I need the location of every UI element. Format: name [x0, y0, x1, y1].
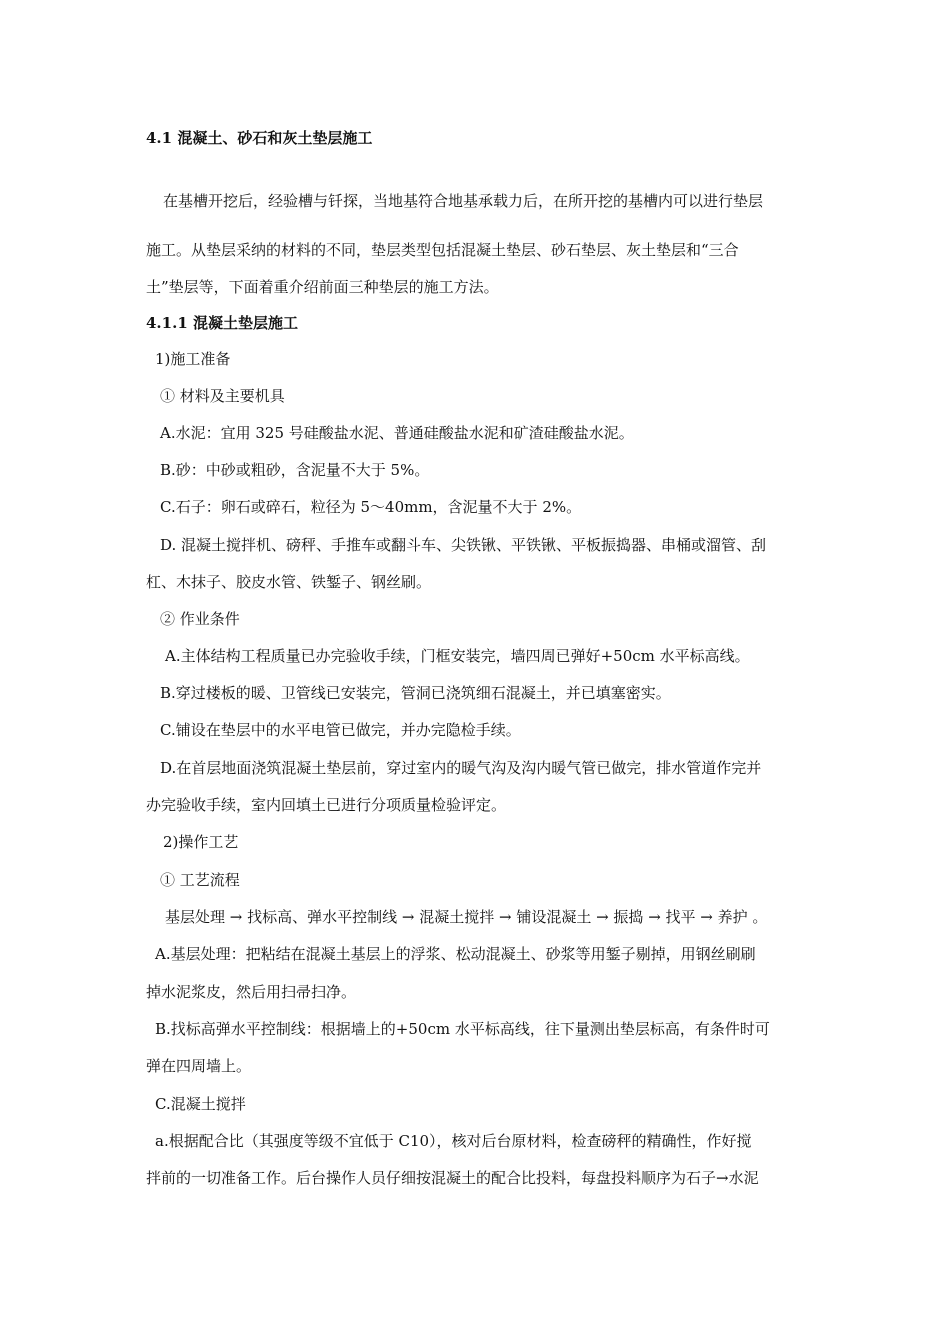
- condition-item-a: A.主体结构工程质量已办完验收手续，门框安装完，墙四周已弹好+50cm 水平标高线。: [165, 647, 750, 665]
- section-heading-4-1: 4.1 混凝土、砂石和灰土垫层施工: [146, 129, 373, 147]
- step-c-a-line-2: 拌前的一切准备工作。后台操作人员仔细按混凝土的配合比投料，每盘投料顺序为石子→水泥: [146, 1169, 759, 1187]
- condition-item-b: B.穿过楼板的暖、卫管线已安装完，管洞已浇筑细石混凝土，并已填塞密实。: [160, 684, 671, 702]
- step-b-line-2: 弹在四周墙上。: [146, 1057, 252, 1075]
- materials-title: ① 材料及主要机具: [160, 387, 285, 405]
- intro-paragraph-line-3: 土”垫层等，下面着重介绍前面三种垫层的施工方法。: [146, 278, 499, 296]
- intro-paragraph-line-1: 在基槽开挖后，经验槽与钎探，当地基符合地基承载力后，在所开挖的基槽内可以进行垫层: [163, 192, 764, 210]
- condition-item-d-line-1: D.在首层地面浇筑混凝土垫层前，穿过室内的暖气沟及沟内暖气管已做完，排水管道作完并: [160, 759, 762, 777]
- step-a-line-1: A.基层处理：把粘结在混凝土基层上的浮浆、松动混凝土、砂浆等用錾子剔掉，用钢丝刷刷: [155, 945, 756, 963]
- flow-title: ① 工艺流程: [160, 871, 240, 889]
- condition-item-c: C.铺设在垫层中的水平电管已做完，并办完隐检手续。: [160, 721, 521, 739]
- step-c-a-line-1: a.根据配合比（其强度等级不宜低于 C10），核对后台原材料，检查磅秤的精确性，作好搅: [155, 1132, 752, 1150]
- condition-item-d-line-2: 办完验收手续，室内回填土已进行分项质量检验评定。: [146, 796, 507, 814]
- process-flow: 基层处理 → 找标高、弹水平控制线 → 混凝土搅拌 → 铺设混凝土 → 振捣 → 找平 → 养护 。: [165, 908, 768, 926]
- step-b-line-1: B.找标高弹水平控制线：根据墙上的+50cm 水平标高线，往下量测出垫层标高，有条件时可: [155, 1020, 770, 1038]
- process-title: 2)操作工艺: [163, 833, 239, 851]
- material-item-a: A.水泥：宜用 325 号硅酸盐水泥、普通硅酸盐水泥和矿渣硅酸盐水泥。: [160, 424, 634, 442]
- material-item-d-line-1: D. 混凝土搅拌机、磅秤、手推车或翻斗车、尖铁锹、平铁锹、平板振捣器、串桶或溜管、刮: [160, 536, 767, 554]
- material-item-d-line-2: 杠、木抹子、胶皮水管、铁錾子、钢丝刷。: [146, 573, 432, 591]
- section-heading-4-1-1: 4.1.1 混凝土垫层施工: [146, 314, 298, 332]
- step-c-title: C.混凝土搅拌: [155, 1095, 246, 1113]
- step-a-line-2: 掉水泥浆皮，然后用扫帚扫净。: [146, 983, 357, 1001]
- material-item-c: C.石子：卵石或碎石，粒径为 5～40mm，含泥量不大于 2%。: [160, 498, 582, 516]
- prep-title: 1)施工准备: [155, 350, 231, 368]
- intro-paragraph-line-2: 施工。从垫层采纳的材料的不同，垫层类型包括混凝土垫层、砂石垫层、灰土垫层和“三合: [146, 241, 739, 259]
- conditions-title: ② 作业条件: [160, 610, 240, 628]
- material-item-b: B.砂：中砂或粗砂，含泥量不大于 5%。: [160, 461, 430, 479]
